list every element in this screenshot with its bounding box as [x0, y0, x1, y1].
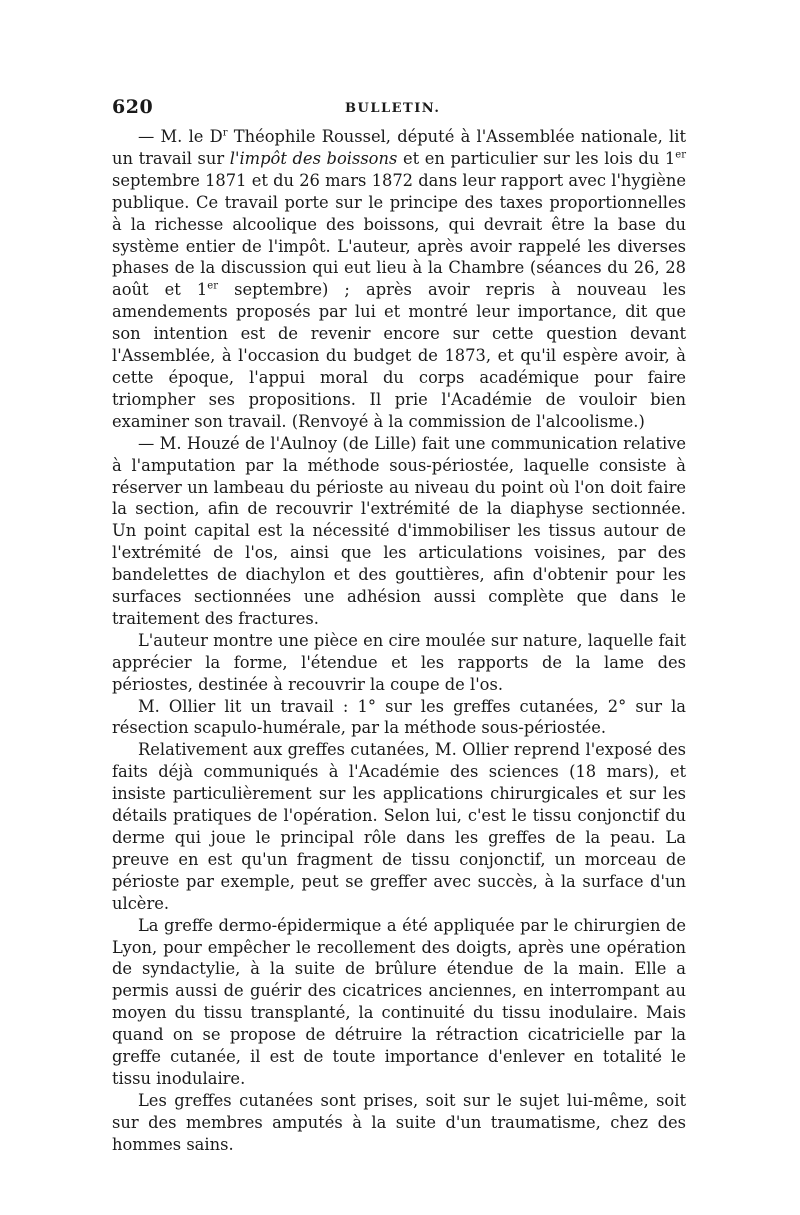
page-header: [112, 96, 686, 124]
running-head: BULLETIN.: [345, 101, 441, 116]
paragraph-roussel-text-a: — M. le D: [138, 127, 223, 146]
superscript: er: [675, 149, 686, 161]
paragraph-greffe-dermo-epidermique: La greffe dermo-épidermique a été appliquée par le chirurgien de Lyon, pour empêcher le recollement des doigts, après une opération de syndactylie, à la suite de brûlure étendue de la main. Elle a permis aussi de guérir des cicatrices anciennes, en interrompant au moyen du tissu transplanté, la continuité du tissu inodulaire. Mais quand on se propose de détruire la rétraction cicatricielle par la greffe cutanée, il est de toute importance d'enlever en totalité le tissu inodulaire.: [112, 915, 686, 1088]
paragraph-roussel-text-c: et en particulier sur les lois du 1: [397, 148, 676, 168]
paragraph-greffes-cutanees: Relativement aux greffes cutanées, M. Ollier reprend l'exposé des faits déjà communiqués à l'Académie des sciences (18 mars), et insiste particulièrement sur les applications chirurgicales et sur les détails pratiques de l'opération. Selon lui, c'est le tissu conjonctif du derme qui joue le principal rôle dans les greffes de la peau. La preuve en est qu'un fragment de tissu conjonctif, un morceau de périoste par exemple, peut se greffer avec succès, à la surface d'un ulcère.: [112, 740, 686, 913]
paragraph-roussel-text-b: Théophile Roussel, député à l'Assemblée nationale, lit un travail sur: [112, 127, 686, 168]
body-text: [112, 126, 686, 1156]
document-page: [112, 96, 686, 1156]
paragraph-ollier-travail: M. Ollier lit un travail : 1° sur les greffes cutanées, 2° sur la résection scapulo-humérale, par la méthode sous-périostée.: [112, 696, 686, 738]
paragraph-roussel-text-d: septembre 1871 et du 26 mars 1872 dans leur rapport avec l'hygiène publique. Ce travail porte sur le principe des taxes proportionnelles à la richesse alcoolique des boissons, qui devrait être la base du système entier de l'impôt. L'auteur, après avoir rappelé les diverses phases de la discussion qui eut lieu à la Chambre (séances du 26, 28 août et 1: [112, 170, 686, 300]
paragraph-houze: — M. Houzé de l'Aulnoy (de Lille) fait une communication relative à l'amputation par la méthode sous-périostée, laquelle consiste à réserver un lambeau du périoste au niveau du point où l'on doit faire la section, afin de recouvrir l'extrémité de la diaphyse sectionnée. Un point capital est la nécessité d'immobiliser les tissus autour de l'extrémité de l'os, ainsi que les articulations voisines, par des bandelettes de diachylon et des gouttières, afin d'obtenir pour les surfaces sectionnées une adhésion aussi complète que dans le traitement des fractures.: [112, 433, 686, 628]
work-title: l'impôt des boissons: [229, 148, 398, 168]
superscript: er: [207, 280, 218, 292]
paragraph-roussel: [112, 126, 686, 433]
paragraph-roussel-text-e: septembre) ; après avoir repris à nouveau les amendements proposés par lui et montré leur importance, dit que son intention est de revenir encore sur cette question devant l'Assemblée, à l'occasion du budget de 1873, et qu'il espère avoir, à cette époque, l'appui moral du corps académique pour faire triompher ses propositions. Il prie l'Académie de vouloir bien examiner son travail. (Renvoyé à la commission de l'alcoolisme.): [112, 280, 686, 431]
paragraph-piece-en-cire: L'auteur montre une pièce en cire moulée sur nature, laquelle fait apprécier la forme, l'étendue et les rapports de la lame des périostes, destinée à recouvrir la coupe de l'os.: [112, 630, 686, 694]
paragraph-greffes-prises: Les greffes cutanées sont prises, soit sur le sujet lui-même, soit sur des membres amputés à la suite d'un traumatisme, chez des hommes sains.: [112, 1090, 686, 1154]
page-number: 620: [112, 96, 154, 118]
superscript: r: [222, 127, 228, 139]
